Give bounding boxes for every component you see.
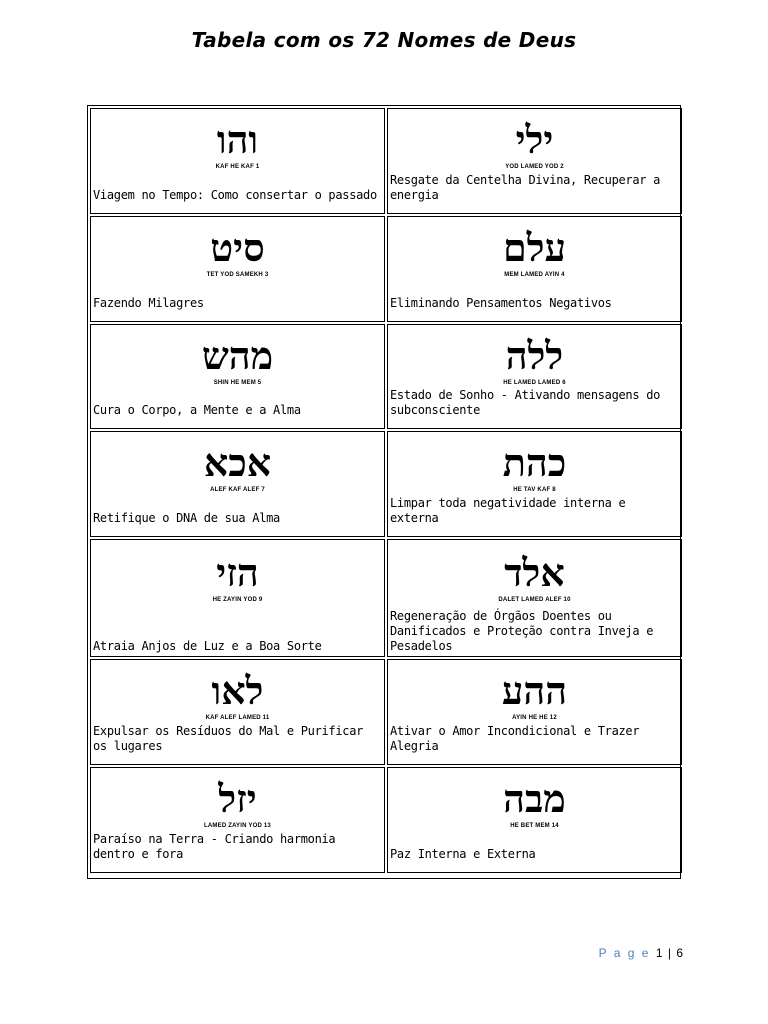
transliteration: DALET LAMED ALEF 10 xyxy=(498,597,571,603)
name-cell xyxy=(90,324,385,429)
name-meaning: Fazendo Milagres xyxy=(93,296,204,310)
page-footer xyxy=(599,946,684,960)
transliteration: AYIN HE HE 12 xyxy=(512,715,557,721)
hebrew-name: והו xyxy=(216,117,259,162)
name-cell xyxy=(90,767,385,873)
name-meaning: Estado de Sonho - Ativando mensagens do subconsciente xyxy=(390,388,661,417)
transliteration: ALEF KAF ALEF 7 xyxy=(210,487,265,493)
name-cell xyxy=(387,539,682,657)
name-meaning: Ativar o Amor Incondicional e Trazer Alegria xyxy=(390,724,640,753)
name-meaning: Viagem no Tempo: Como consertar o passado xyxy=(93,188,377,202)
transliteration: HE TAV KAF 8 xyxy=(513,487,556,493)
transliteration: LAMED ZAYIN YOD 13 xyxy=(204,823,271,829)
hebrew-name: מבה xyxy=(503,776,566,821)
hebrew-name: אכא xyxy=(203,440,272,485)
name-cell xyxy=(387,767,682,873)
hebrew-name: מהש xyxy=(201,333,274,378)
name-meaning: Paraíso na Terra - Criando harmonia dentro e fora xyxy=(93,832,336,861)
page-title: Tabela com os 72 Nomes de Deus xyxy=(191,28,577,52)
names-grid xyxy=(90,108,678,876)
name-meaning: Limpar toda negatividade interna e externa xyxy=(390,496,626,525)
name-cell xyxy=(90,659,385,765)
name-cell xyxy=(90,108,385,214)
name-cell xyxy=(387,216,682,322)
name-cell xyxy=(387,659,682,765)
name-meaning: Retifique o DNA de sua Alma xyxy=(93,511,280,525)
name-cell xyxy=(90,431,385,537)
hebrew-name: לאו xyxy=(211,668,264,713)
transliteration: HE ZAYIN YOD 9 xyxy=(212,597,263,603)
name-meaning: Cura o Corpo, a Mente e a Alma xyxy=(93,403,301,417)
name-cell xyxy=(90,539,385,657)
name-meaning: Expulsar os Resíduos do Mal e Purificar os lugares xyxy=(93,724,364,753)
transliteration: TET YOD SAMEKH 3 xyxy=(206,272,269,278)
name-meaning: Atraia Anjos de Luz e a Boa Sorte xyxy=(93,639,322,653)
name-meaning: Eliminando Pensamentos Negativos xyxy=(390,296,612,310)
hebrew-name: אלד xyxy=(504,550,565,595)
name-cell xyxy=(387,431,682,537)
hebrew-name: סיט xyxy=(210,225,265,270)
transliteration: SHIN HE MEM 5 xyxy=(213,380,262,386)
transliteration: HE BET MEM 14 xyxy=(510,823,559,829)
hebrew-name: הזי xyxy=(216,550,259,595)
name-cell xyxy=(90,216,385,322)
name-cell xyxy=(387,324,682,429)
name-cell xyxy=(387,108,682,214)
transliteration: KAF ALEF LAMED 11 xyxy=(205,715,270,721)
hebrew-name: עלם xyxy=(503,225,566,270)
page-separator: | xyxy=(667,946,672,960)
name-meaning: Paz Interna e Externa xyxy=(390,847,536,861)
page-total: 6 xyxy=(676,946,684,960)
hebrew-name: ללה xyxy=(505,333,564,378)
transliteration: HE LAMED LAMED 6 xyxy=(503,380,566,386)
transliteration: KAF HE KAF 1 xyxy=(215,164,260,170)
hebrew-name: ההע xyxy=(501,668,568,713)
name-meaning: Regeneração de Órgãos Doentes ou Danificados e Proteção contra Inveja e Pesadelos xyxy=(390,609,654,653)
names-table xyxy=(87,105,681,879)
hebrew-name: כהת xyxy=(502,440,567,485)
hebrew-name: ילי xyxy=(515,117,554,162)
hebrew-name: יזל xyxy=(218,776,257,821)
transliteration: MEM LAMED AYIN 4 xyxy=(504,272,565,278)
page-number: 1 xyxy=(655,946,664,960)
name-meaning: Resgate da Centelha Divina, Recuperar a energia xyxy=(390,173,661,202)
transliteration: YOD LAMED YOD 2 xyxy=(505,164,564,170)
page-label: P a g e xyxy=(598,946,651,960)
